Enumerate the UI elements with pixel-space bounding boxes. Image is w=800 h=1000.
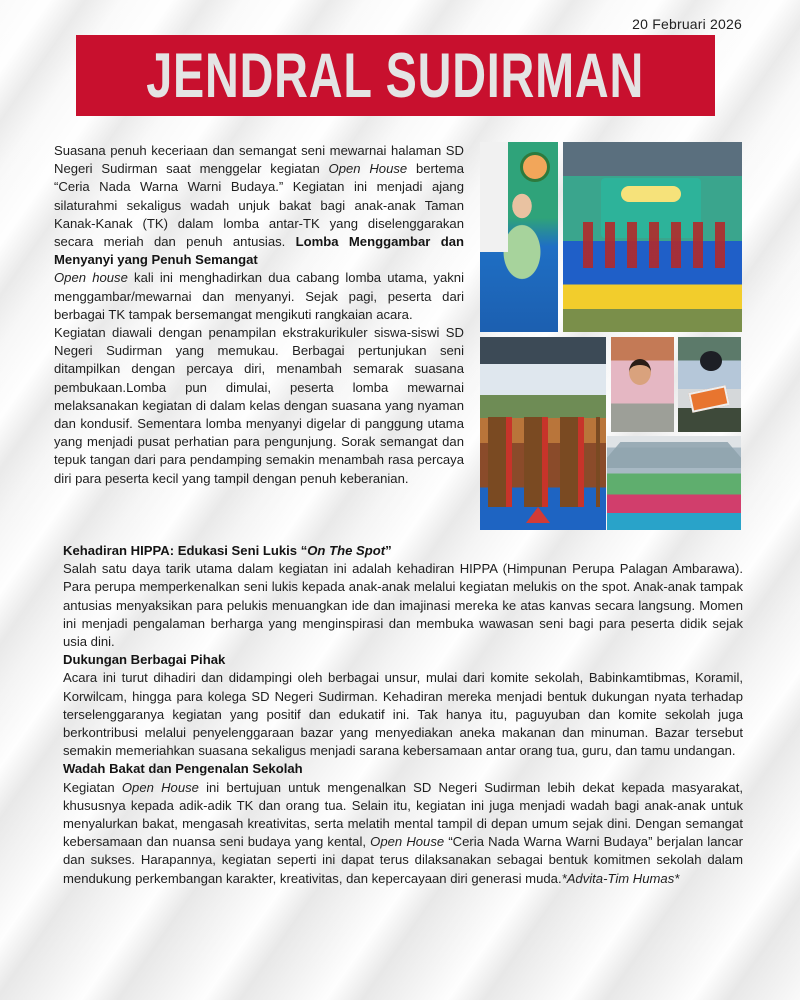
emphasis: Open House [370,834,445,850]
opening-paragraph: Kegiatan diawali dengan penampilan ekstrakurikuler siswa-siswi SD Negeri Sudirman yang memukau. Berbagai pertunjukan seni ditampilkan dengan percaya diri, menambah semarak suasana pembukaan.Lomba pun dimulai, peserta lomba mewarnai melaksanakan kegiatan di dalam kelas dengan suasana yang nyaman dan kondusif. Sementara lomba menyanyi digelar di panggung utama yang menjadi pusat perhatian para pengunjung. Sorak semangat dan tepuk tangan dari para pendamping semakin menambah rasa percaya diri para peserta kecil yang tampil dengan penuh keberanian. [54,325,464,486]
masthead-banner [76,35,715,116]
child-head [700,351,722,371]
child-face [629,359,651,385]
section-body-hippa: Salah satu daya tarik utama dalam kegiatan ini adalah kehadiran HIPPA (Himpunan Perupa Palagan Ambarawa). Para perupa memperkenalkan seni lukis kepada anak-anak melalui kegiatan melukis on the spot. Anak-anak tampak antusias menyaksikan para pelukis menuangkan ide dan imajinasi mereka ke atas kanvas secara langsung. Momen ini menjadi pengalaman berharga yang menginspirasi dan membuka wawasan seni bagi para peserta didik sejak usia dini. [63,561,743,650]
author-signature: *Advita-Tim Humas* [561,870,680,886]
section-heading-lomba: Lomba Menggambar dan Menyanyi yang Penuh Semangat [54,234,464,268]
text: “Ceria Nada Warna Warni Budaya” berjalan lancar dan sukses. Harapannya, kegiatan seperti ini dapat terus dilaksanakan sebagai bentuk komitmen sekolah dalam mendukung perkembangan karakter, kreativitas, dan kepercayaan diri generasi muda. [63,834,743,886]
dancers-group [488,417,600,507]
photo-boy-coloring[interactable] [678,337,741,432]
emphasis: Open House [121,779,199,795]
section-heading-dukungan: Dukungan Berbagai Pihak [63,652,226,668]
text: bertema “Ceria Nada Warna Warni Budaya.” Kegiatan ini menjadi ajang silaturahmi sekaligus wadah unjuk bakat bagi anak-anak Taman Kanak-Kanak (TK) dalam lomba antar-TK yang diselenggarakan secara meriah dan penuh antusias. [54,161,464,250]
text: Kehadiran HIPPA: Edukasi Seni Lukis “ [63,543,308,558]
text: ” [385,543,392,558]
sponsor-poster [480,142,508,252]
section-body-wadah [63,779,743,888]
photo-group-stage[interactable] [607,436,741,530]
caping-hat [526,507,550,523]
text: Kegiatan [63,779,122,795]
section-heading-hippa [63,542,743,560]
emphasis: On The Spot [307,543,386,558]
text: ini bertujuan untuk mengenalkan SD Negeri Sudirman lebih dekat kepada masyarakat, khususnya kepada adik-adik TK dan orang tua. Selain itu, kegiatan ini juga menjadi wadah bagi anak-anak untuk menyalurkan bakat, mengasah kreativitas, serta melatih mental tampil di depan umum sejak dini. Dengan semangat kebersamaan dan nuansa seni budaya yang kental, [63,779,743,850]
stage-roof [607,442,741,468]
publication-date: 20 Februari 2026 [632,16,742,32]
competition-paragraph [54,269,464,324]
lomba-sign [621,186,681,202]
section-heading-wadah: Wadah Bakat dan Pengenalan Sekolah [63,761,303,777]
intro-paragraph [54,142,464,269]
photo-traditional-dancers[interactable] [480,337,606,530]
text: Suasana penuh keceriaan dan semangat seni mewarnai halaman SD Negeri Sudirman saat menggelar kegiatan [54,143,464,177]
emphasis: Open House [328,161,408,177]
article-body [63,542,743,888]
text: kali ini menghadirkan dua cabang lomba utama, yakni menggambar/mewarnai dan menyanyi. Sejak pagi, peserta dari berbagai TK tampak bersemangat mengikuti rangkaian acara. [54,270,464,322]
mascot-graphic [520,152,550,182]
masthead-title: JENDRAL SUDIRMAN [146,39,645,111]
coloring-paper [688,385,729,412]
photo-girl-singing[interactable] [480,142,558,332]
photo-girl-classroom[interactable] [611,337,674,432]
intro-column [54,142,464,488]
emphasis: Open house [54,270,128,286]
people-on-stage [583,222,733,268]
photo-lomba-stage[interactable] [563,142,742,332]
section-body-dukungan: Acara ini turut dihadiri dan didampingi oleh berbagai unsur, mulai dari komite sekolah, Babinkamtibmas, Koramil, Korwilcam, hingga para kolega SD Negeri Sudirman. Kehadiran mereka menjadi bentuk dukungan nyata terhadap terselenggaranya kegiatan yang positif dan edukatif ini. Tak hanya itu, paguyuban dan komite sekolah juga berkontribusi melalui penyelenggaraan bazar yang menyediakan aneka makanan dan minuman. Bazar tersebut semakin memeriahkan suasana sekaligus menjadi sarana kebersamaan antar orang tua, guru, dan tamu undangan. [63,670,743,759]
